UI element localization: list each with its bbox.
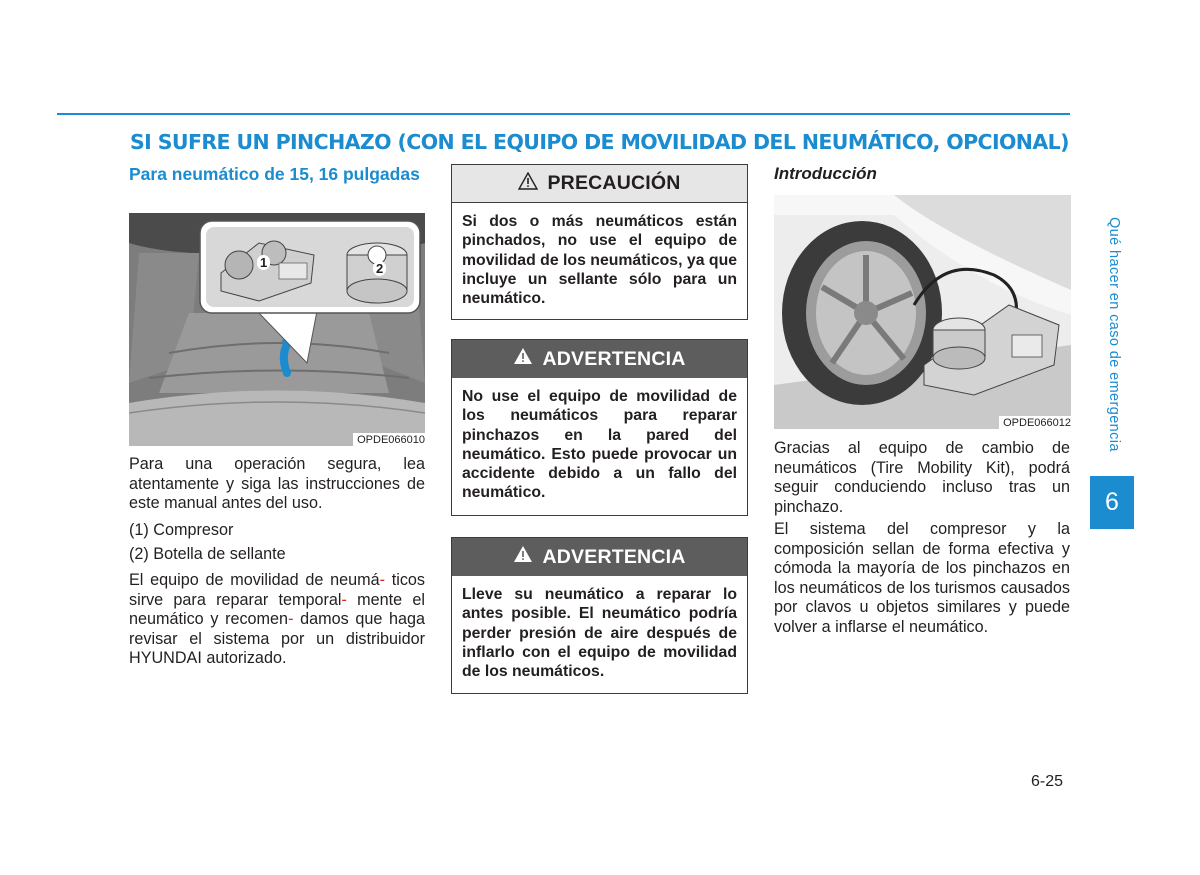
- text-line: ticos sirve para reparar temporal: [129, 571, 426, 609]
- warning-title-2: ADVERTENCIA: [542, 545, 686, 568]
- caution-header: [452, 165, 747, 203]
- warning-triangle-icon: [513, 347, 533, 371]
- warning-text-2: Lleve su neumático a reparar lo antes posible. El neumático podría perder presión de aire después de inflarlo con el equipo de movilidad de los neumáticos.: [462, 586, 737, 681]
- warning-header-2: [452, 538, 747, 576]
- intro-paragraph-1: Gracias al equipo de cambio de neumáticos (Tire Mobility Kit), podrá seguir conduciendo incluso tras un pinchazo.: [774, 439, 1070, 516]
- hyphen: -: [288, 610, 294, 628]
- caution-text: Si dos o más neumáticos están pinchados, no use el equipo de movilidad de los neumáticos, ya que incluye un sellante sólo para un neumático.: [462, 213, 737, 308]
- safety-paragraph: Para una operación segura, lea atentamente y siga las instrucciones de este manual antes del uso.: [129, 455, 425, 512]
- chapter-side-label: Qué hacer en caso de emergencia: [1106, 217, 1122, 452]
- hyphen: -: [341, 590, 347, 609]
- callout-2: 2: [373, 261, 386, 276]
- top-rule: [57, 113, 1070, 115]
- caution-title: PRECAUCIÓN: [547, 172, 681, 194]
- warning-text-1: No use el equipo de movilidad de los neumáticos para reparar pinchazos en la pared del neumático. Esto puede provocar un accidente debido a un fallo del neumático.: [462, 388, 737, 502]
- warning-box-2: [451, 537, 748, 694]
- introduction-heading: Introducción: [774, 164, 877, 183]
- tire-size-heading: Para neumático de 15, 16 pulgadas: [129, 164, 420, 184]
- list-item-sealant: (2) Botella de sellante: [129, 545, 286, 563]
- caution-box: [451, 164, 748, 320]
- tire-repair-figure: [774, 195, 1071, 429]
- text-line: mente el neumático y recomen: [129, 590, 425, 628]
- warning-triangle-icon: [513, 545, 533, 569]
- chapter-tab: 6: [1090, 476, 1134, 529]
- warning-header-1: [452, 340, 747, 378]
- text-line: El equipo de movilidad de neumá: [129, 571, 380, 589]
- warning-title-1: ADVERTENCIA: [542, 347, 686, 370]
- section-title: SI SUFRE UN PINCHAZO (CON EL EQUIPO DE MOVILIDAD DEL NEUMÁTICO, OPCIONAL): [130, 130, 1069, 154]
- trunk-kit-figure: [129, 213, 425, 446]
- car-wheel-illustration: [774, 195, 1071, 429]
- warning-box-1: [451, 339, 748, 516]
- figure-code: OPDE066012: [999, 416, 1071, 429]
- figure-code: OPDE066010: [353, 433, 425, 446]
- hyphen: -: [379, 571, 385, 589]
- page-number: 6-25: [1031, 773, 1064, 790]
- warning-triangle-icon: [518, 172, 538, 196]
- list-item-compressor: (1) Compresor: [129, 521, 234, 539]
- callout-1: 1: [257, 255, 270, 270]
- text-line: damos que haga revisar el sistema por un distribuidor HYUNDAI autorizado.: [129, 610, 426, 667]
- intro-paragraph-2: El sistema del compresor y la composición sellan de forma efectiva y cómoda la mayoría de los pinchazos en los neumáticos de los turismos causados por clavos u objetos similares y puede volver a inflarse el neumático.: [774, 520, 1070, 636]
- kit-description-paragraph: [129, 571, 425, 669]
- trunk-illustration: [129, 213, 425, 446]
